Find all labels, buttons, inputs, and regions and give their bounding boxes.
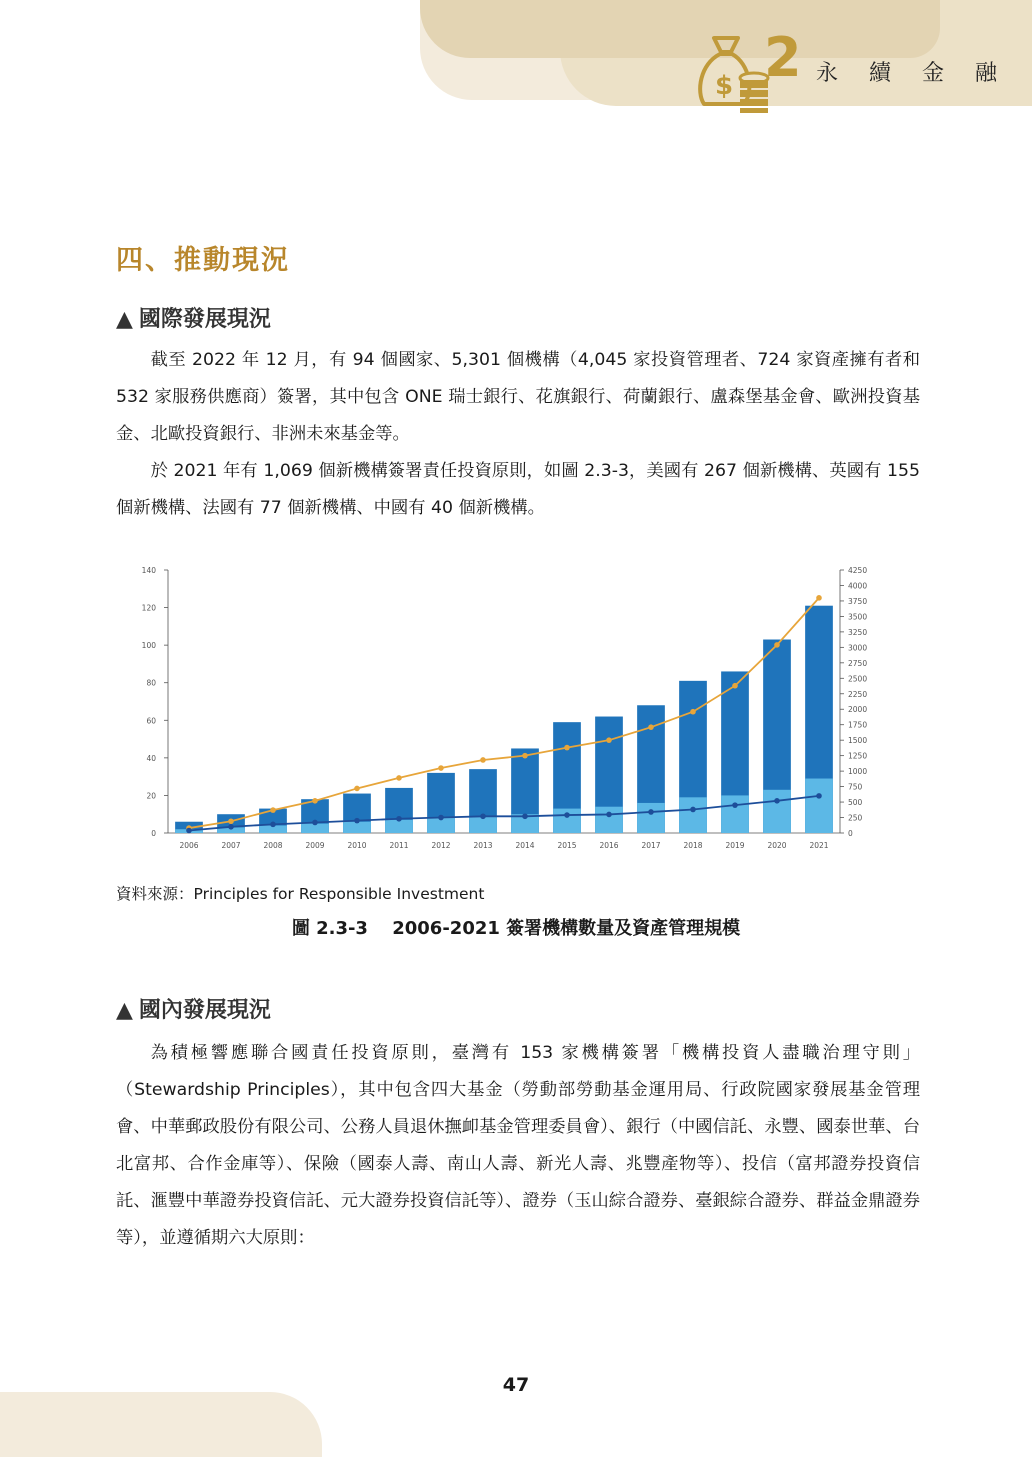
x-tick-label: 2014: [515, 841, 535, 850]
y-right-tick-label: 3000: [848, 643, 868, 653]
y-right-tick-label: 750: [848, 782, 863, 792]
x-tick-label: 2006: [179, 841, 199, 850]
chapter-title: 永 續 金 融: [816, 61, 1009, 86]
series-point: [396, 816, 402, 822]
bar-lower: [679, 797, 707, 833]
series-point: [606, 737, 612, 743]
paragraph: 為積極響應聯合國責任投資原則，臺灣有 153 家機構簽署「機構投資人盡職治理守則」（Stewardship Principles），其中包含四大基金（勞動部勞動基金運用局、行政院國家發展基金管理會、中華郵政股份有限公司、公務人員退休撫卹基金管理委員會）、銀行（中國信託、永豐、國泰世華、台北富邦、合作金庫等）、保險（國泰人壽、南山人壽、新光人壽、兆豐產物等）、投信（富邦證券投資信託、滙豐中華證券投資信託、元大證券投資信託等）、證券（玉山綜合證券、臺銀綜合證券、群益金鼎證券等），並遵循期六大原則：: [116, 1043, 920, 1248]
x-tick-label: 2016: [599, 841, 619, 850]
series-point: [564, 745, 570, 751]
header-strip: [420, 0, 940, 58]
series-point: [732, 802, 738, 808]
x-tick-label: 2015: [557, 841, 577, 850]
y-right-tick-label: 1000: [848, 767, 868, 777]
series-point: [816, 793, 822, 799]
series-point: [732, 683, 738, 689]
x-tick-label: 2013: [473, 841, 493, 850]
series-point: [270, 807, 276, 813]
y-left-tick-label: 60: [146, 716, 156, 726]
section-title: 四、推動現況: [116, 245, 290, 276]
y-right-tick-label: 1500: [848, 736, 868, 746]
y-left-tick-label: 140: [141, 566, 156, 575]
series-point: [312, 820, 318, 826]
x-tick-label: 2019: [725, 841, 745, 850]
figure-source: 資料來源：Principles for Responsible Investment: [116, 885, 485, 903]
y-right-tick-label: 4250: [848, 566, 868, 575]
y-right-tick-label: 3250: [848, 627, 868, 637]
chapter-number: 2: [764, 26, 802, 89]
series-point: [522, 813, 528, 819]
domestic-text: [116, 1035, 920, 1257]
y-right-tick-label: 250: [848, 813, 863, 823]
series-point: [480, 757, 486, 763]
y-right-tick-label: 0: [848, 829, 853, 838]
footer-shape: [0, 1392, 322, 1457]
series-point: [438, 765, 444, 771]
y-left-tick-label: 20: [146, 791, 156, 801]
y-left-tick-label: 120: [141, 603, 156, 613]
series-point: [354, 786, 360, 792]
bar-lower: [763, 790, 791, 833]
series-point: [480, 813, 486, 819]
series-point: [522, 753, 528, 759]
y-right-tick-label: 1750: [848, 720, 868, 730]
series-point: [690, 807, 696, 813]
x-tick-label: 2012: [431, 841, 451, 850]
series-point: [648, 724, 654, 730]
figure-caption: 圖 2.3-3 2006-2021 簽署機構數量及資產管理規模: [291, 918, 741, 939]
series-point: [816, 595, 822, 601]
series-point: [438, 815, 444, 821]
series-point: [648, 809, 654, 815]
triangle-bullet-icon: ▲: [116, 307, 133, 332]
series-point: [228, 818, 234, 824]
y-right-tick-label: 3500: [848, 612, 868, 622]
series-point: [564, 812, 570, 818]
bar-lower: [805, 779, 833, 833]
series-point: [396, 775, 402, 781]
triangle-bullet-icon: ▲: [116, 998, 133, 1023]
y-left-tick-label: 80: [146, 678, 156, 688]
paragraph: 截至 2022 年 12 月，有 94 個國家、5,301 個機構（4,045 家投資管理者、724 家資產擁有者和 532 家服務供應商）簽署，其中包含 ONE 瑞士銀行、花旗銀行、荷蘭銀行、盧森堡基金會、歐洲投資基金、北歐投資銀行、非洲未來基金等。: [116, 350, 920, 444]
bar-lower: [595, 807, 623, 833]
y-right-tick-label: 3750: [848, 596, 868, 606]
y-left-tick-label: 40: [146, 753, 156, 763]
paragraph: 於 2021 年有 1,069 個新機構簽署責任投資原則，如圖 2.3-3，美國有 267 個新機構、英國有 155 個新機構、法國有 77 個新機構、中國有 40 個新機構。: [116, 461, 920, 518]
series-point: [354, 818, 360, 824]
signatories-chart: [130, 555, 870, 860]
x-tick-label: 2021: [809, 841, 829, 850]
y-right-tick-label: 500: [848, 798, 863, 808]
y-right-tick-label: 4000: [848, 581, 868, 591]
y-right-tick-label: 2250: [848, 689, 868, 699]
bar-lower: [637, 803, 665, 833]
series-point: [270, 822, 276, 828]
page-number: 47: [502, 1374, 530, 1396]
y-left-tick-label: 0: [151, 829, 156, 838]
subsection-title-domestic: [116, 993, 271, 1024]
x-tick-label: 2020: [767, 841, 787, 850]
series-point: [312, 798, 318, 804]
y-left-tick-label: 100: [141, 641, 156, 651]
series-point: [186, 828, 192, 834]
subsection-title-text: 國內發展現況: [138, 998, 271, 1023]
x-tick-label: 2009: [305, 841, 325, 850]
x-tick-label: 2017: [641, 841, 661, 850]
y-right-tick-label: 2750: [848, 658, 868, 668]
money-bag-coins-icon: [694, 34, 770, 114]
series-point: [606, 812, 612, 818]
y-right-tick-label: 2500: [848, 674, 868, 684]
svg-text:$: $: [714, 71, 734, 101]
series-point: [774, 798, 780, 804]
x-tick-label: 2008: [263, 841, 283, 850]
series-point: [774, 642, 780, 648]
x-tick-label: 2010: [347, 841, 367, 850]
series-point: [228, 824, 234, 830]
series-point: [690, 709, 696, 715]
x-tick-label: 2011: [389, 841, 409, 850]
subsection-title-international: [116, 302, 271, 333]
bar-lower: [721, 795, 749, 833]
subsection-title-text: 國際發展現況: [138, 307, 271, 332]
bar-lower: [553, 809, 581, 833]
y-right-tick-label: 2000: [848, 705, 868, 715]
x-tick-label: 2018: [683, 841, 703, 850]
x-tick-label: 2007: [221, 841, 241, 850]
y-right-tick-label: 1250: [848, 751, 868, 761]
international-text: [116, 342, 920, 527]
bar-lower: [385, 820, 413, 833]
